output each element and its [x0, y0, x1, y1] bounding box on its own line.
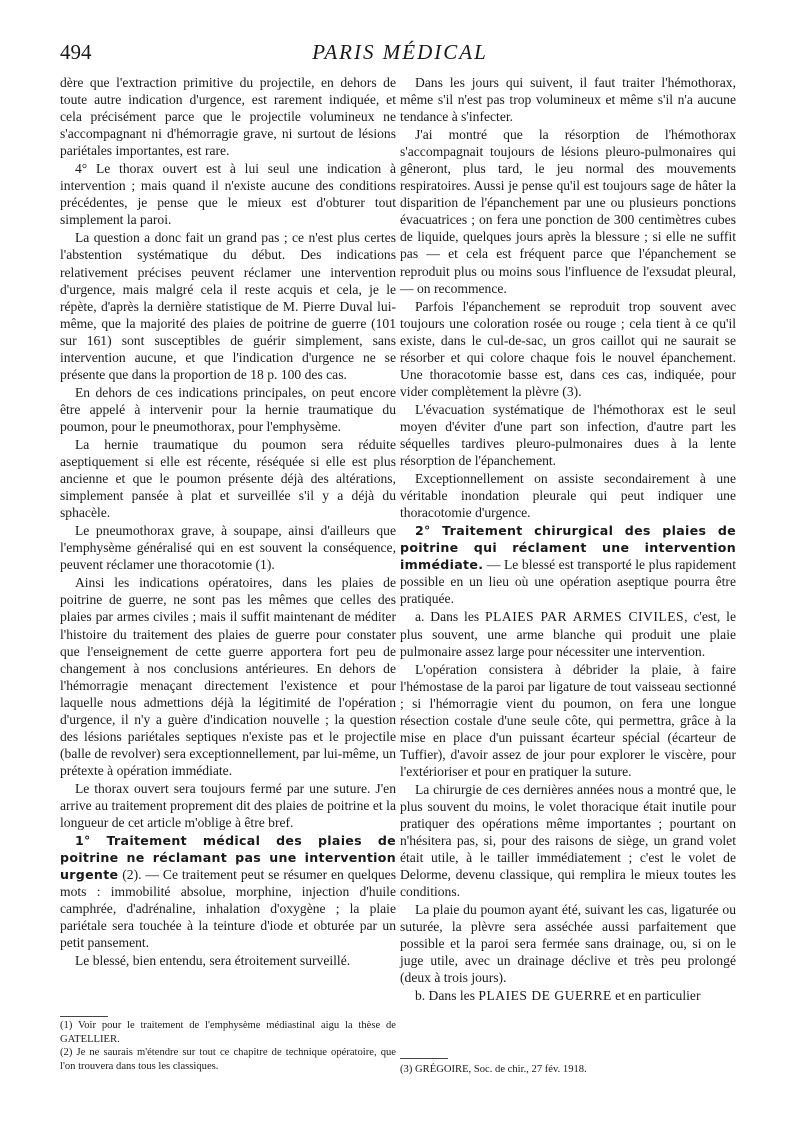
left-paragraph-8: Le thorax ouvert sera toujours fermé par une suture. J'en arrive au traitement proprement dit des plaies de poitrine et la longueur de cet article m'oblige à être bref. — [60, 780, 396, 831]
right-paragraph-1: Dans les jours qui suivent, il faut traiter l'hémothorax, même s'il n'est pas trop volumineux et même s'il n'a aucune tendance à s'infecter. — [400, 75, 736, 125]
left-paragraph-5: La hernie traumatique du poumon sera réduite aseptiquement si elle est récente, réséquée si elle est plus ancienne et que le poumon présente déjà des altérations, simplement pansée à plat et surveillée s'il y a déjà du sphacèle. — [60, 436, 396, 521]
left-paragraph-2: 4° Le thorax ouvert est à lui seul une indication à intervention ; mais quand il n'existe aucune des conditions précédentes, je pense que le mieux est d'obturer tout simplement la paroi. — [60, 161, 396, 228]
footnote-2: (2) Je ne saurais m'étendre sur tout ce chapitre de technique opératoire, que l'on trouvera dans tous les classiques. — [60, 1047, 396, 1072]
page-header — [60, 40, 740, 70]
right-paragraph-4: L'évacuation systématique de l'hémothorax est le seul moyen d'éviter d'une part son infection, d'autre part les séquelles tardives pleuro-pulmonaires dues à la lente résorption de l'épanchement. — [400, 401, 736, 469]
section-heading-2-text: 2° Traitement chirurgical des plaies de poitrine qui réclament une intervention immédiate. — [400, 523, 736, 573]
right-paragraph-11 — [400, 987, 736, 1004]
left-paragraph-4: En dehors de ces indications principales, on peut encore être appelé à intervenir pour la hernie traumatique du poumon, pour le pneumothorax, pour l'emphysème. — [60, 384, 396, 434]
right-paragraph-5: Exceptionnellement on assiste secondairement à une véritable inondation pleurale qui peut indiquer une thoracotomie d'urgence. — [400, 471, 736, 521]
right-paragraph-2: J'ai montré que la résorption de l'hémothorax s'accompagnait toujours de lésions pleuro-pulmonaires qui gêneront, plus tard, le jeu normal des mouvements respiratoires. Aussi je pense qu'il est toujours sage de hâter la disparition de l'épanchement par une ou plusieurs ponctions évacuatrices ; on fera une ponction de 300 centimètres cubes de liquide, quelques jours après la blessure ; si elle ne suffit pas — et cela est fréquent parce que l'épanchement se reproduit plus ou moins sous l'influence de l'exsudat pleural, — on recommence. — [400, 127, 736, 296]
footnote-rule-left — [60, 1016, 108, 1017]
right-paragraph-7-end: , c'est, le plus souvent, une arme blanche qui produit une plaie pulmonaire assez large pour nécessiter une intervention. — [400, 609, 736, 659]
left-paragraph-7: Ainsi les indications opératoires, dans les plaies de poitrine de guerre, ne sont pas les mêmes que celles des plaies par armes civiles ; mais il suffit maintenant de méditer l'histoire du traitement des plaies de guerre pour constater que l'enseignement de cette guerre apportera fort peu de changement à nos conclusions antérieures. En dehors de l'hémorragie menaçant directement l'existence et pour laquelle nous admettions déjà la légitimité de l'opération d'urgence, il n'y a guère d'indication nouvelle ; la question des lésions pariétales septiques n'existe pas et le projectile (balle de revolver) sera exceptionnellement, par lui-même, un prétexte à opération immédiate. — [60, 575, 396, 778]
right-paragraph-11-smallcaps: PLAIES DE GUERRE — [478, 988, 612, 1004]
right-paragraph-7 — [400, 608, 736, 659]
running-title: PARIS MÉDICAL — [312, 40, 488, 64]
section-heading-1 — [60, 832, 396, 951]
footnote-3: (3) GRÉGOIRE, Soc. de chir., 27 fév. 1918. — [400, 1064, 587, 1075]
section-heading-2 — [400, 522, 736, 607]
left-paragraph-1: dère que l'extraction primitive du projectile, en dehors de toute autre indication d'urgence, est rarement indiquée, et cela précisément parce que le projectile volumineux ne s'accompagnant ni d'hémorragie grave, ni surtout de lésions pariétales importantes, est rare. — [60, 75, 396, 159]
footnote-rule-right — [400, 1058, 448, 1059]
right-paragraph-11-start: b. Dans les — [414, 988, 475, 1004]
right-column — [400, 74, 736, 1005]
right-paragraph-3: Parfois l'épanchement se reproduit trop souvent avec toujours une coloration rosée ou rouge ; cela tient à ce qu'il existe, dans le cul-de-sac, un gros caillot qui ne saurait se résorber et qui colore chaque fois le nouvel épanchement. Une thoracotomie basse est, dans ces cas, indiquée, pour vider complètement la plèvre (3). — [400, 298, 736, 399]
left-paragraph-9: — Ce traitement peut se résumer en quelques mots : immobilité absolue, morphine, injection d'huile camphrée, d'adrénaline, inhalation d'oxygène ; la plaie pariétale sera touchée à la teinture d'iode et obturée par un petit pansement. — [60, 867, 397, 951]
section-heading-1-ref: (2). — [122, 867, 142, 883]
right-paragraph-11-end: et en particulier — [615, 988, 701, 1004]
right-paragraph-7-start: a. Dans les — [414, 609, 480, 625]
footnotes-left — [60, 1019, 396, 1073]
left-paragraph-10: Le blessé, bien entendu, sera étroitement surveillé. — [74, 953, 351, 969]
right-paragraph-7-smallcaps: PLAIES PAR ARMES CIVILES — [485, 609, 685, 625]
section-heading-1-text: 1° Traitement médical des plaies de poitrine ne réclamant pas une intervention urgente — [60, 833, 396, 883]
right-paragraph-10: La plaie du poumon ayant été, suivant les cas, ligaturée ou suturée, la plèvre sera asséchée aussi parfaitement que possible et la paroi sera fermée sans drainage, ou, si on le juge utile, avec un drainage déclive et très peu prolongé (deux à trois jours). — [400, 902, 736, 986]
left-paragraph-3: La question a donc fait un grand pas ; ce n'est plus certes l'abstention systématique du début. Des indications relativement précises peuvent réclamer une intervention d'urgence, mais malgré cela il reste acquis et cela, je le répète, d'après la dernière statistique de M. Pierre Duval lui-même, que la majorité des plaies de poitrine de guerre (101 sur 161) sont susceptibles de guérir simplement, sans intervention aucune, et que l'indication d'urgence ne se présente que dans la proportion de 18 p. 100 des cas. — [60, 230, 396, 382]
right-paragraph-6: — Le blessé est transporté le plus rapidement possible en un lieu où une opération aseptique pourra être pratiquée. — [400, 557, 736, 607]
footnotes-right — [400, 1063, 736, 1077]
right-paragraph-9: La chirurgie de ces dernières années nous a montré que, le plus souvent du moins, le volet thoracique était inutile pour pratiquer des opérations même importantes ; pourtant on n'hésitera pas, si, pour des raisons de siège, un grand volet était utile, à le tailler immédiatement ; c'est le volet de Delorme, devenu classique, qui remplira le mieux toutes les conditions. — [400, 781, 736, 900]
left-column — [60, 74, 396, 969]
footnote-1: (1) Voir pour le traitement de l'emphysème médiastinal aigu la thèse de GATELLIER. — [60, 1020, 396, 1045]
left-paragraph-6: Le pneumothorax grave, à soupape, ainsi d'ailleurs que l'emphysème généralisé qui en est souvent la conséquence, peuvent réclamer une thoracotomie (1). — [60, 523, 396, 573]
right-paragraph-8: L'opération consistera à débrider la plaie, à faire l'hémostase de la paroi par ligature de tout vaisseau sectionné ; si l'hémorragie vient du poumon, on fera une longue résection costale d'une seule côte, qui permettra, grâce à la mise en place d'un puissant écarteur spécial (écarteur de Tuffier), d'avoir assez de jour pour explorer le viscère, pour l'extérioriser et pour en pratiquer la suture. — [400, 661, 736, 779]
page-number: 494 — [60, 40, 92, 64]
